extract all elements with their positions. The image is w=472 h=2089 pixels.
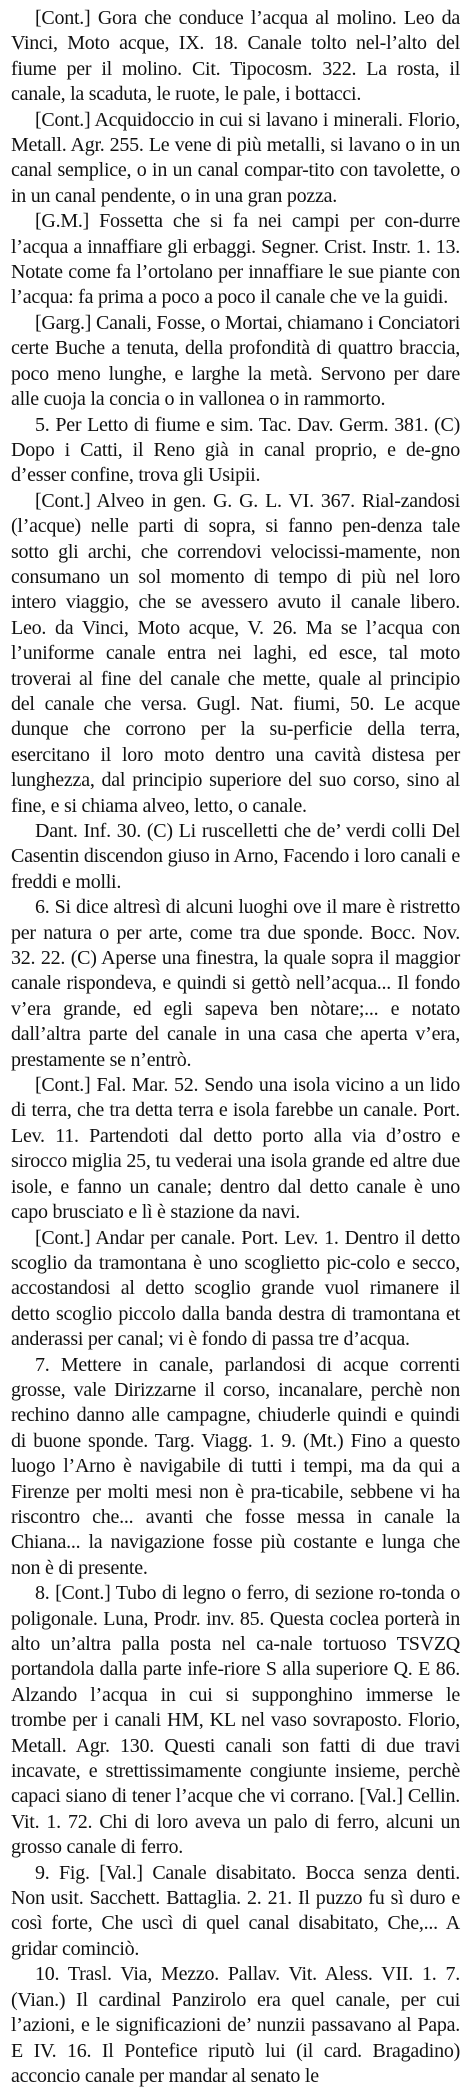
entry-paragraph-isola: [Cont.] Fal. Mar. 52. Sendo una isola vicino a un lido di terra, che tra detta terra e isola farebbe un canale. Port. Lev. 11. Partendoti dal detto porto alla via d’ostro e sirocco miglia 25, tu vederai una isola grande ed altre due isole, e fanno un canale; dentro dal detto canale è uno capo brusciato e lì è stazione da navi. [11, 1074, 460, 1224]
entry-paragraph-mare-ristretto: 6. Si dice altresì di alcuni luoghi ove il mare è ristretto per natura o per arte, come tra due sponde. Bocc. Nov. 32. 22. (C) Aperse una finestra, la quale sopra il maggior canale rispondeva, e quindi si gettò nell’acqua... Il fondo v’era grande, ed egli sapeva ben nòtare;... e notato dall’altra parte del canale in una casa che aperta v’era, prestamente se n’entrò. [11, 896, 460, 1071]
entry-paragraph-andar-per-canale: [Cont.] Andar per canale. Port. Lev. 1. Dentro il detto scoglio da tramontana è uno scoglietto pic-colo e secco, accostandosi al detto scoglio grande vuol rimanere il detto scoglio piccolo dalla banda destra di tramontana et anderassi per canal; vi è fondo di passa tre d’acqua. [11, 1226, 460, 1351]
entry-paragraph-dante-quote: Dant. Inf. 30. (C) Li ruscelletti che de’ verdi colli Del Casentin discendon giuso in Arno, Facendo i loro canali e freddi e molli. [11, 820, 460, 893]
entry-paragraph-letto-di-fiume: 5. Per Letto di fiume e sim. Tac. Dav. Germ. 381. (C) Dopo i Catti, il Reno già in canal proprio, e de-gno d’esser confine, trova gli Usipii. [11, 413, 460, 487]
entry-paragraph-gora: [Cont.] Gora che conduce l’acqua al molino. Leo da Vinci, Moto acque, IX. 18. Canale tolto nel-l’alto del fiume per il molino. Cit. Tipocosm. 322. La rosta, il canale, la scaduta, le ruote, le pale, i bottacci. [11, 7, 460, 106]
entry-paragraph-fossetta: [G.M.] Fossetta che si fa nei campi per con-durre l’acqua a innaffiare gli erbaggi. Segner. Crist. Instr. 1. 13. Notate come fa l’ortolano per innaffiare le sue piante con l’acqua: fa prima a poco a poco il canale che ve la guidi. [11, 210, 460, 309]
entry-paragraph-tubo: 8. [Cont.] Tubo di legno o ferro, di sezione ro-tonda o poligonale. Luna, Prodr. inv. 85. Questa coclea porterà in alto un’altra palla posta nel ca-nale tortuoso TSVZQ portandola dalla parte infe-riore S alla superiore Q. E 86. Alzando l’acqua in cui si supponghino immerse le trombe per i canali HM, KL nel vaso sovraposto. Florio, Metall. Agr. 130. Questi canali son fatti di due travi incavate, e strettissimamente congiunte insieme, perchè capaci siano di tener l’acque che vi corrano. [Val.] Cellin. Vit. 1. 72. Chi di loro aveva un palo di ferro, alcuni un grosso canale di ferro. [11, 1582, 460, 1859]
entry-paragraph-mettere-in-canale: 7. Mettere in canale, parlandosi di acque correnti grosse, vale Dirizzarne il corso, incanalare, perchè non rechino danno alle campagne, chiuderle quindi e quindi di buone sponde. Targ. Viagg. 1. 9. (Mt.) Fino a questo luogo l’Arno è navigabile di tutti i tempi, ma da qui a Firenze per molti mesi non è pra-ticabile, sebbene vi ha riscontro che... avanti che fosse messa in canale la Chiana... la navigazione fosse più costante e lunga che non è di presente. [11, 1353, 460, 1579]
entry-paragraph-canale-disabitato: 9. Fig. [Val.] Canale disabitato. Bocca senza denti. Non usit. Sacchett. Battaglia. 2. 21. Il puzzo fu sì duro e così forte, Che uscì di quel canal disabitato, Che,... A gridar cominciò. [11, 1861, 460, 1960]
entry-paragraph-alveo: [Cont.] Alveo in gen. G. G. L. VI. 367. Rial-zandosi (l’acque) nelle parti di sopra, si fanno pen-denza tale sotto gli archi, che correndovi velocissi-mamente, non consumano un sol momento di tempo di più nel loro intero viaggio, che se avessero avuto il canale libero. Leo. da Vinci, Moto acque, V. 26. Ma se l’acqua con l’uniforme canale entra nei laghi, ed esce, tal moto troverai al fine del canale che mette, quale al principio del canale che versa. Gugl. Nat. fiumi, 50. Le acque dunque che corrono per la su-perficie della terra, esercitano il loro moto dentro una cavità distesa per lunghezza, dal principio superiore del suo corso, sino al fine, e si chiama alveo, letto, o canale. [11, 489, 460, 817]
entry-paragraph-acquidoccio: [Cont.] Acquidoccio in cui si lavano i minerali. Florio, Metall. Agr. 255. Le vene di più metalli, si lavano o in un canal semplice, o in un canal compar-tito con tavolette, o in un canal pendente, o in una gran pozza. [11, 108, 460, 207]
entry-paragraph-conciatori: [Garg.] Canali, Fosse, o Mortai, chiamano i Conciatori certe Buche a tenuta, della profondità di quattro braccia, poco meno lunghe, e larghe la metà. Servono per dare alle cuoja la concia o in vallonea o in rammorto. [11, 311, 460, 411]
entry-paragraph-trasl-via: 10. Trasl. Via, Mezzo. Pallav. Vit. Aless. VII. 1. 7. (Vian.) Il cardinal Panzirolo era quel canale, per cui l’azioni, e le significazioni de’ nunzii passavano al Papa. E IV. 16. Il Pontefice riputò lui (il card. Bragadino) acconcio canale per mandar al senato le [11, 1963, 460, 2087]
